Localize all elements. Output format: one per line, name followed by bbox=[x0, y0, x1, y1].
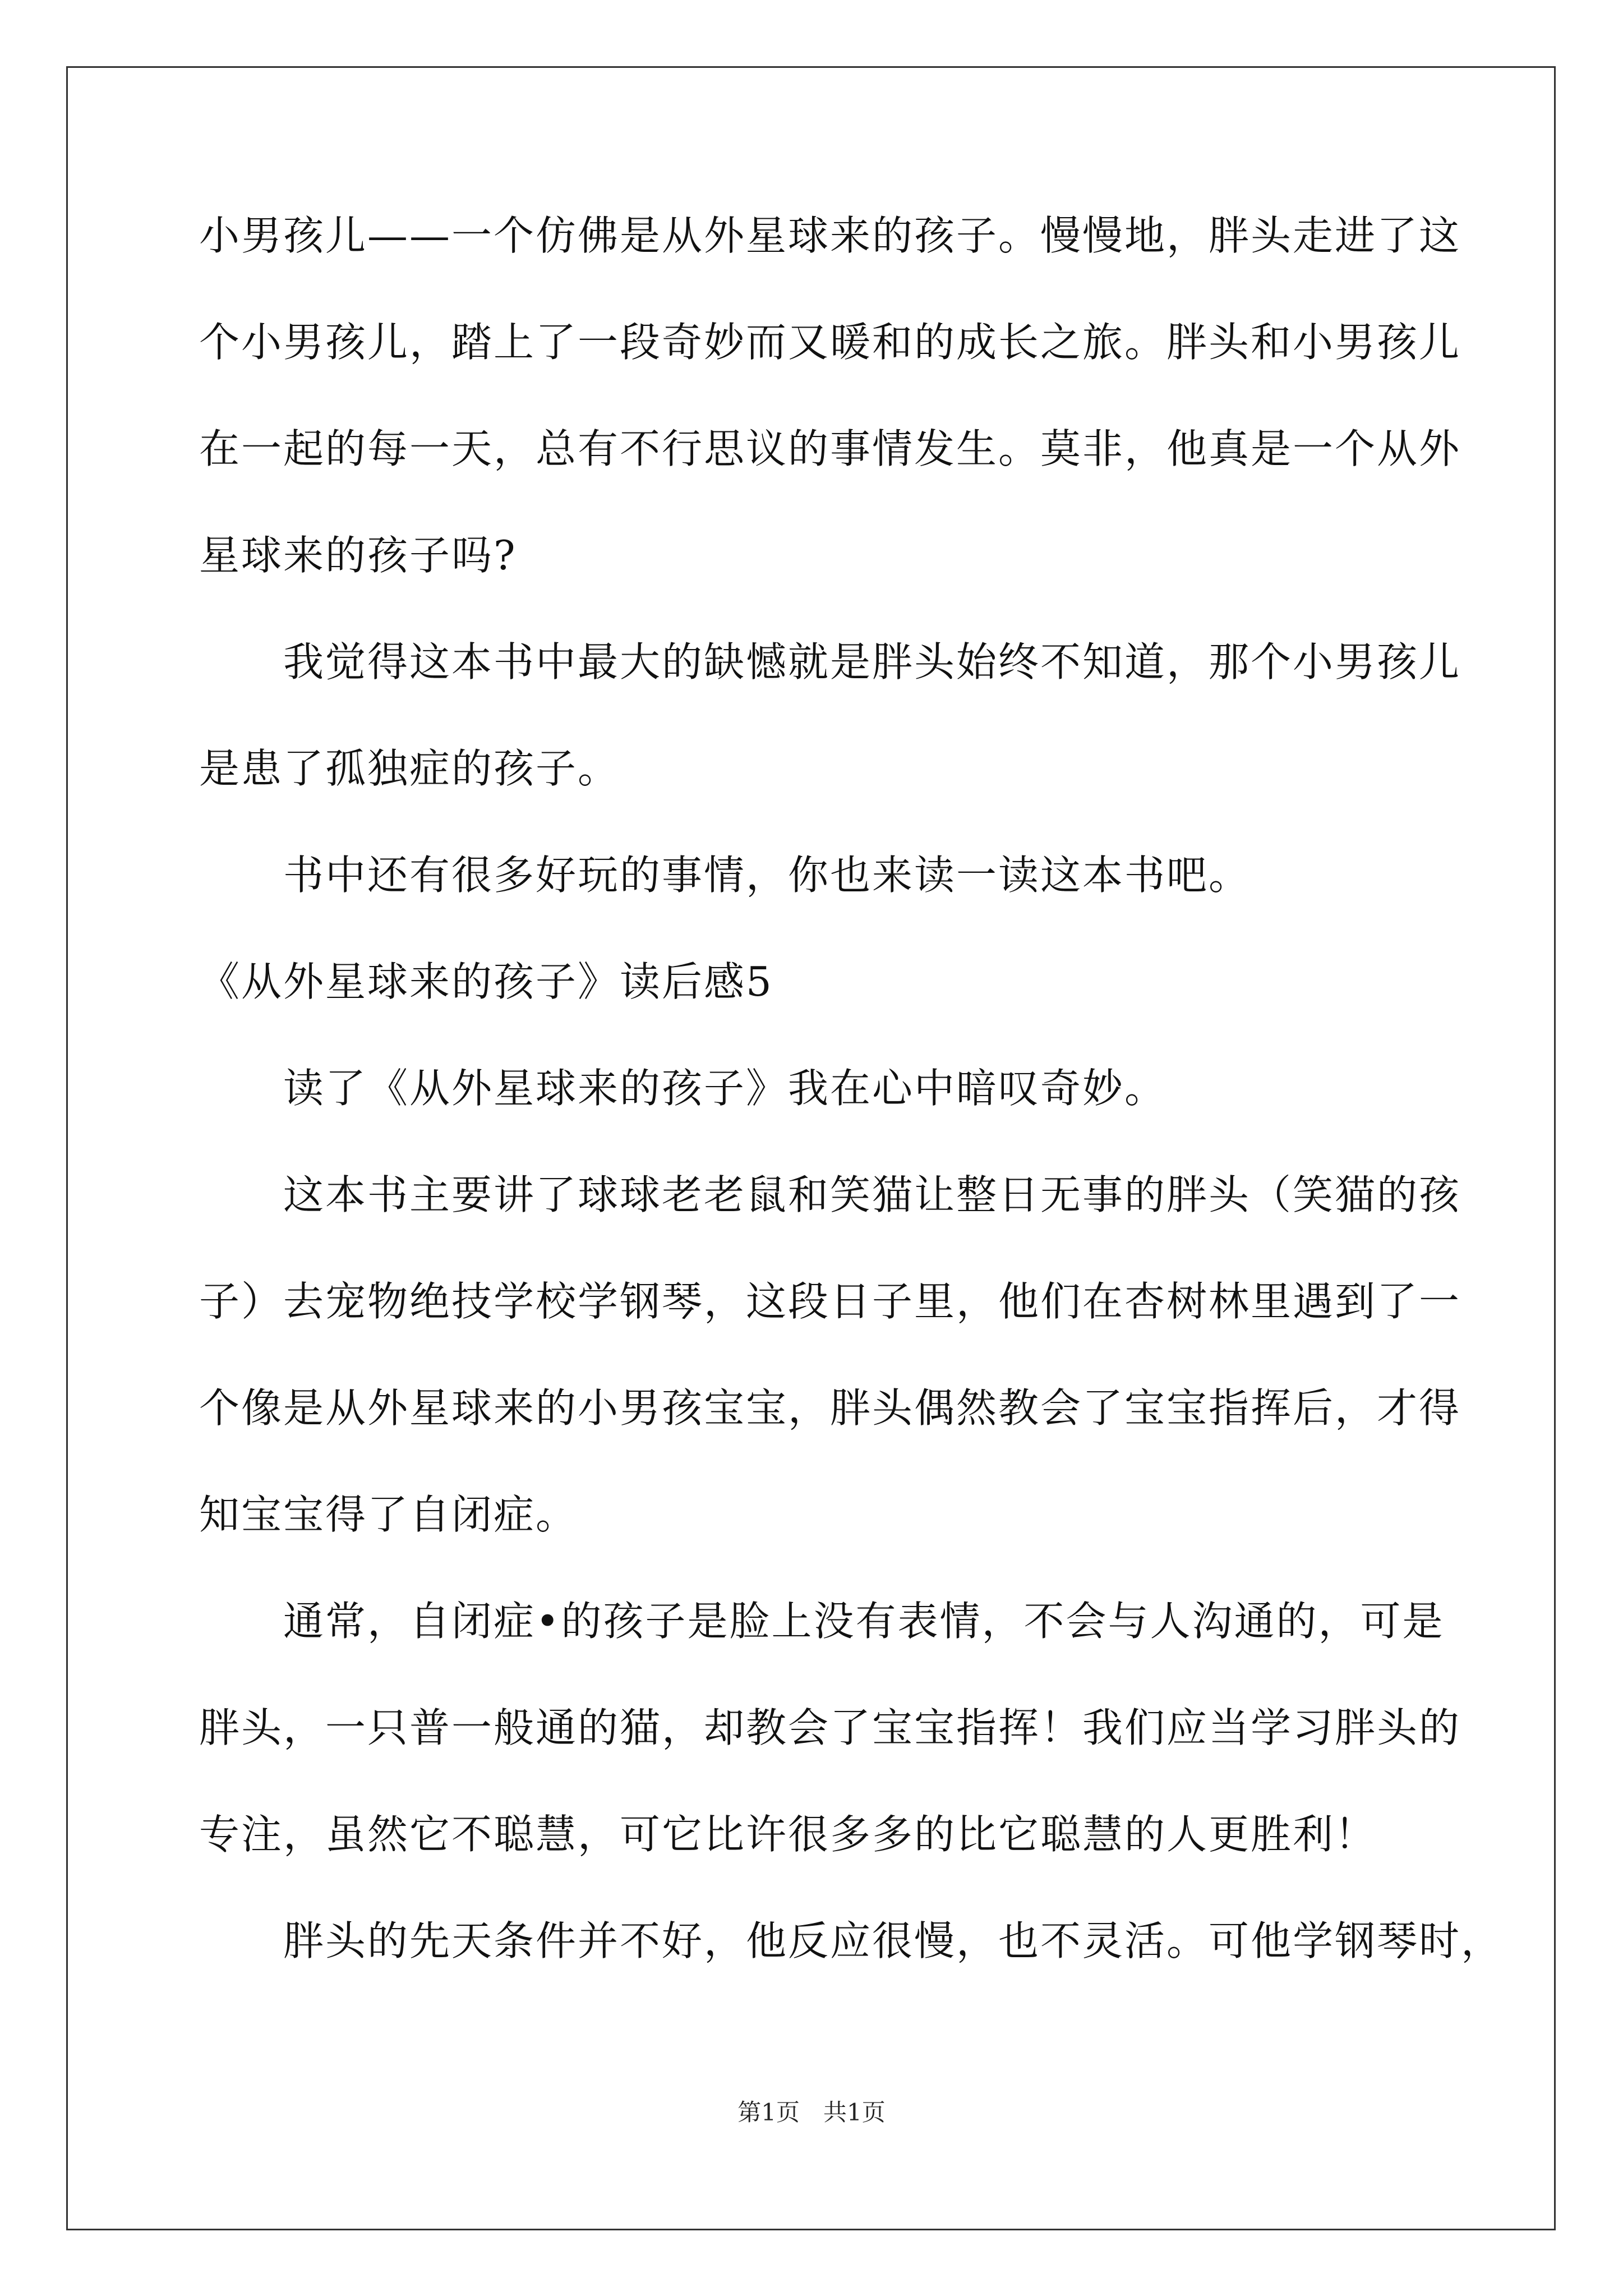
text-line: 个小男孩儿，踏上了一段奇妙而又暖和的成长之旅。胖头和小男孩儿 bbox=[199, 319, 1461, 366]
paragraph-start: 通常，自闭症•的孩子是脸上没有表情，不会与人沟通的，可是 bbox=[283, 1598, 1445, 1645]
text-line: 子）去宠物绝技学校学钢琴，这段日子里，他们在杏树林里遇到了一 bbox=[199, 1278, 1461, 1325]
paragraph-start: 我觉得这本书中最大的缺憾就是胖头始终不知道，那个小男孩儿 bbox=[283, 638, 1461, 685]
paragraph-start: 读了《从外星球来的孩子》我在心中暗叹奇妙。 bbox=[283, 1065, 1167, 1112]
text-line: 是患了孤独症的孩子。 bbox=[199, 745, 620, 792]
text-line: 小男孩儿——一个仿佛是从外星球来的孩子。慢慢地，胖头走进了这 bbox=[199, 212, 1461, 259]
paragraph-start: 书中还有很多好玩的事情，你也来读一读这本书吧。 bbox=[283, 852, 1251, 899]
paragraph-start: 胖头的先天条件并不好，他反应很慢，也不灵活。可他学钢琴时， bbox=[283, 1917, 1504, 1964]
text-line: 知宝宝得了自闭症。 bbox=[199, 1491, 578, 1538]
paragraph-start: 这本书主要讲了球球老老鼠和笑猫让整日无事的胖头（笑猫的孩 bbox=[283, 1171, 1461, 1218]
text-line: 在一起的每一天，总有不行思议的事情发生。莫非，他真是一个从外 bbox=[199, 425, 1461, 472]
page-border bbox=[66, 66, 1556, 2230]
text-line: 专注，虽然它不聪慧，可它比许很多多的比它聪慧的人更胜利！ bbox=[199, 1811, 1377, 1858]
text-line: 星球来的孩子吗? bbox=[199, 532, 517, 579]
page-footer: 第1页 共1页 bbox=[737, 2099, 886, 2126]
text-line: 个像是从外星球来的小男孩宝宝，胖头偶然教会了宝宝指挥后，才得 bbox=[199, 1384, 1461, 1432]
section-heading: 《从外星球来的孩子》读后感5 bbox=[199, 958, 773, 1005]
text-line: 胖头，一只普一般通的猫，却教会了宝宝指挥！我们应当学习胖头的 bbox=[199, 1704, 1461, 1751]
